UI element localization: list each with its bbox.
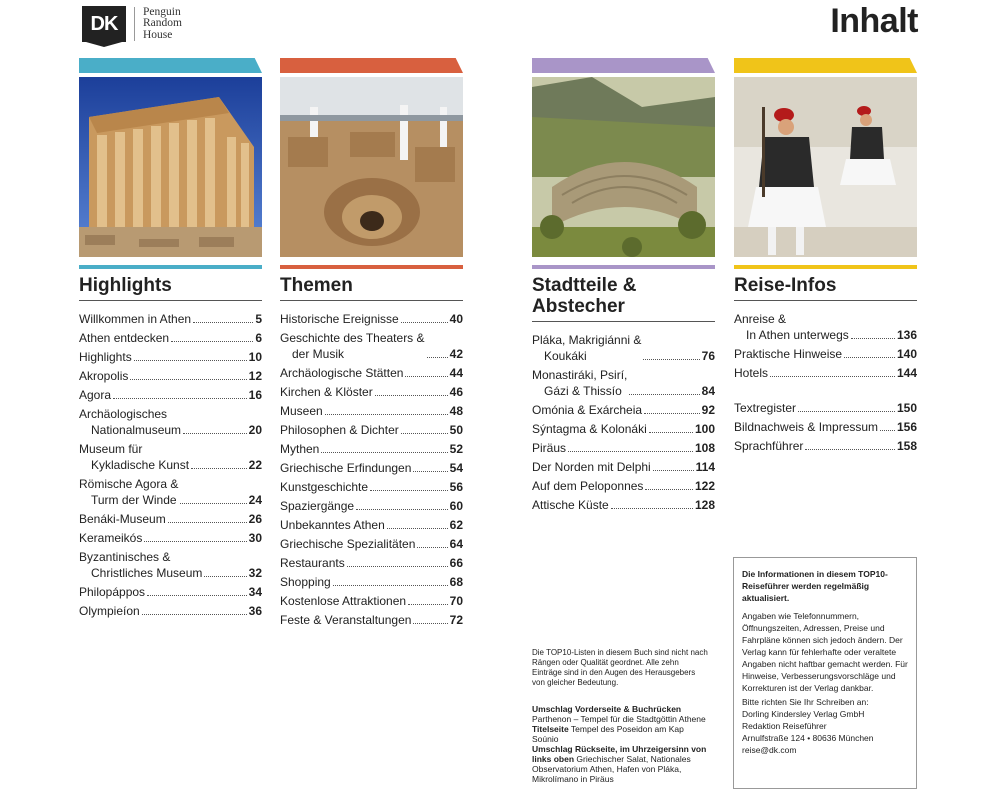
- section-rule: [532, 265, 715, 269]
- toc-entry[interactable]: [79, 387, 262, 403]
- dot-leader: [405, 376, 447, 377]
- dot-leader: [325, 414, 448, 415]
- toc-entry[interactable]: [79, 511, 262, 527]
- toc-entry[interactable]: [280, 517, 463, 533]
- toc-entry-title: Philopáppos: [79, 585, 146, 599]
- toc-entry-title: Griechische Spezialitäten: [280, 537, 416, 551]
- toc-entry[interactable]: [532, 478, 715, 494]
- section-highlights: [79, 58, 262, 622]
- toc-entry[interactable]: [532, 367, 715, 399]
- dot-leader: [171, 341, 253, 342]
- toc-entry[interactable]: [79, 368, 262, 384]
- section-stadtteile: [532, 58, 715, 516]
- toc-list: [79, 311, 262, 619]
- toc-entry-title: Spaziergänge: [280, 499, 355, 513]
- page-number: 10: [248, 350, 262, 364]
- dot-leader: [347, 566, 448, 567]
- page-number: 68: [449, 575, 463, 589]
- toc-entry[interactable]: [79, 441, 262, 473]
- toc-entry-title: Akropolis: [79, 369, 129, 383]
- toc-entry-title: Archäologische Stätten: [280, 366, 404, 380]
- toc-entry-title: Agora: [79, 388, 112, 402]
- toc-entry-title: Griechische Erfindungen: [280, 461, 412, 475]
- evzone-guard-photo: [734, 77, 917, 257]
- page-number: 44: [449, 366, 463, 380]
- dot-leader: [649, 432, 693, 433]
- page-number: 150: [896, 401, 917, 415]
- toc-entry[interactable]: [280, 498, 463, 514]
- toc-entry[interactable]: [280, 441, 463, 457]
- page-number: 84: [701, 384, 715, 398]
- toc-entry-title: Highlights: [79, 350, 132, 364]
- page-number: 72: [449, 613, 463, 627]
- dot-leader: [568, 451, 693, 452]
- toc-entry-title: Philosophen & Dichter: [280, 423, 399, 437]
- dot-leader: [142, 614, 247, 615]
- info-box-body: Angaben wie Telefonnummern, Öffnungszeiten, Adressen, Preise und Fahrpläne können sich jedoch ändern. Der Verlag kann für fehlerhafte oder veraltete Angaben nicht haftbar gemacht werden. Für Hinweise, Verbesserungsvorschläge und Korrekturen ist der Verlag dankbar. Bitte richten Sie Ihr Schreiben an: Dorling Kindersley Verlag GmbH Redaktion Reiseführer Arnulfstraße 124 • 80636 München reise@dk.com: [742, 611, 908, 755]
- toc-entry-title: Museum für Kykladische Kunst: [79, 442, 190, 472]
- toc-entry[interactable]: [734, 419, 917, 435]
- dot-leader: [844, 357, 895, 358]
- page-number: 30: [248, 531, 262, 545]
- toc-entry-title: Restaurants: [280, 556, 345, 570]
- toc-list: [734, 311, 917, 381]
- page-number: 50: [449, 423, 463, 437]
- toc-entry-title: Der Norden mit Delphi: [532, 460, 651, 474]
- dot-leader: [180, 503, 246, 504]
- page-number: 92: [701, 403, 715, 417]
- page-number: 158: [896, 439, 917, 453]
- toc-entry-title: Benáki-Museum: [79, 512, 166, 526]
- page-number: 156: [896, 420, 917, 434]
- toc-entry[interactable]: [280, 555, 463, 571]
- toc-entry[interactable]: [280, 536, 463, 552]
- section-color-tab: [280, 58, 463, 73]
- section-rule: [280, 265, 463, 269]
- toc-entry[interactable]: [532, 459, 715, 475]
- page-number: 60: [449, 499, 463, 513]
- page-number: 34: [248, 585, 262, 599]
- toc-entry[interactable]: [280, 403, 463, 419]
- toc-list: [532, 332, 715, 513]
- page-number: 70: [449, 594, 463, 608]
- info-box-heading: Die Informationen in diesem TOP10-Reiseführer werden regelmäßig aktualisiert.: [742, 569, 888, 603]
- page-number: 136: [896, 328, 917, 342]
- dot-leader: [183, 433, 247, 434]
- toc-entry[interactable]: [79, 603, 262, 619]
- dot-leader: [417, 547, 447, 548]
- toc-entry-title: Piräus: [532, 441, 567, 455]
- toc-entry-title: Olympieíon: [79, 604, 140, 618]
- page-number: 56: [449, 480, 463, 494]
- cover-credits: Umschlag Vorderseite & Buchrücken Parthenon – Tempel für die Stadtgöttin Athene Titelseite Tempel des Poseidon am Kap Soúnio Umschlag Rückseite, im Uhrzeigersinn von links oben Griechischer Salat, Nationales Observatorium Athen, Hafen von Pláka, Mikrolímano in Piräus: [532, 704, 707, 784]
- dot-leader: [644, 413, 700, 414]
- dot-leader: [333, 585, 448, 586]
- toc-entry-title: Byzantinisches & Christliches Museum: [79, 550, 203, 580]
- toc-entry[interactable]: [734, 438, 917, 454]
- dot-leader: [113, 398, 247, 399]
- section-rule: [734, 265, 917, 269]
- toc-entry[interactable]: [280, 593, 463, 609]
- dot-leader: [611, 508, 693, 509]
- toc-entry[interactable]: [79, 530, 262, 546]
- section-divider: [79, 300, 262, 301]
- section-title: Highlights: [79, 275, 172, 296]
- dot-leader: [375, 395, 448, 396]
- page-number: 76: [701, 349, 715, 363]
- toc-entry-title: Museen: [280, 404, 323, 418]
- toc-entry[interactable]: [532, 332, 715, 364]
- page-number: 54: [449, 461, 463, 475]
- section-divider: [532, 321, 715, 322]
- dot-leader: [798, 411, 895, 412]
- dot-leader: [321, 452, 447, 453]
- dot-leader: [191, 468, 247, 469]
- page-number: 114: [695, 460, 715, 474]
- page-number: 22: [248, 458, 262, 472]
- dot-leader: [134, 360, 247, 361]
- dot-leader: [413, 623, 447, 624]
- page-number: 40: [449, 312, 463, 326]
- toc-entry-title: Unbekanntes Athen: [280, 518, 385, 532]
- section-divider: [280, 300, 463, 301]
- section-color-tab: [532, 58, 715, 73]
- dot-leader: [770, 376, 895, 377]
- page-number: 20: [248, 423, 262, 437]
- toc-entry[interactable]: [280, 612, 463, 628]
- page-number: 26: [248, 512, 262, 526]
- toc-entry[interactable]: [532, 421, 715, 437]
- toc-list: [280, 311, 463, 628]
- toc-entry-title: Athen entdecken: [79, 331, 170, 345]
- section-color-tab: [79, 58, 262, 73]
- dot-leader: [805, 449, 895, 450]
- page-number: 62: [449, 518, 463, 532]
- section-title: Stadtteile & Abstecher: [532, 275, 637, 317]
- toc-entry[interactable]: [532, 402, 715, 418]
- page-number: 36: [248, 604, 262, 618]
- section-color-tab: [734, 58, 917, 73]
- toc-list-appendix: [734, 400, 917, 454]
- page-number: 144: [896, 366, 917, 380]
- dot-leader: [401, 322, 448, 323]
- dot-leader: [427, 357, 448, 358]
- section-divider: [734, 300, 917, 301]
- toc-entry-title: Kirchen & Klöster: [280, 385, 373, 399]
- toc-entry[interactable]: [532, 440, 715, 456]
- logo-divider: [134, 7, 135, 41]
- toc-entry-title: Willkommen in Athen: [79, 312, 192, 326]
- dot-leader: [643, 359, 699, 360]
- dot-leader: [387, 528, 448, 529]
- page-number: 128: [694, 498, 715, 512]
- dot-leader: [645, 489, 693, 490]
- page-title: Inhalt: [830, 2, 918, 40]
- toc-entry[interactable]: [280, 460, 463, 476]
- toc-entry-title: Historische Ereignisse: [280, 312, 399, 326]
- toc-entry[interactable]: [280, 479, 463, 495]
- page-number: 24: [248, 493, 262, 507]
- page-number: 16: [248, 388, 262, 402]
- page-number: 48: [449, 404, 463, 418]
- toc-entry-title: Praktische Hinweise: [734, 347, 843, 361]
- toc-entry-title: Auf dem Peloponnes: [532, 479, 644, 493]
- toc-entry-title: Archäologisches Nationalmuseum: [79, 407, 182, 437]
- page-number: 46: [449, 385, 463, 399]
- dot-leader: [413, 471, 447, 472]
- toc-entry-title: Hotels: [734, 366, 769, 380]
- toc-entry[interactable]: [79, 330, 262, 346]
- page-number: 5: [255, 312, 262, 326]
- page-number: 12: [248, 369, 262, 383]
- page-number: 100: [694, 422, 715, 436]
- update-info-box: [733, 557, 917, 789]
- toc-entry-title: Anreise & In Athen unterwegs: [734, 312, 849, 342]
- toc-entry[interactable]: [280, 574, 463, 590]
- toc-entry-title: Feste & Veranstaltungen: [280, 613, 412, 627]
- toc-entry-title: Textregister: [734, 401, 797, 415]
- dot-leader: [144, 541, 246, 542]
- toc-entry[interactable]: [280, 384, 463, 400]
- dot-leader: [356, 509, 448, 510]
- page-number: 122: [694, 479, 715, 493]
- toc-entry[interactable]: [79, 476, 262, 508]
- toc-entry-title: Bildnachweis & Impressum: [734, 420, 879, 434]
- toc-entry-title: Sýntagma & Kolonáki: [532, 422, 647, 436]
- museum-excavation-photo: [280, 77, 463, 257]
- toc-entry-title: Shopping: [280, 575, 331, 589]
- dot-leader: [204, 576, 246, 577]
- dot-leader: [408, 604, 448, 605]
- section-rule: [79, 265, 262, 269]
- toc-entry[interactable]: [280, 330, 463, 362]
- section-reise-infos: [734, 58, 917, 457]
- dot-leader: [370, 490, 448, 491]
- dot-leader: [193, 322, 253, 323]
- dot-leader: [851, 338, 895, 339]
- toc-entry-title: Monastiráki, Psirí, Gázi & Thissío: [532, 368, 628, 398]
- dot-leader: [880, 430, 895, 431]
- dot-leader: [168, 522, 247, 523]
- toc-entry[interactable]: [79, 584, 262, 600]
- page-number: 64: [449, 537, 463, 551]
- page-number: 52: [449, 442, 463, 456]
- dot-leader: [401, 433, 448, 434]
- toc-entry-title: Kostenlose Attraktionen: [280, 594, 407, 608]
- dot-leader: [629, 394, 699, 395]
- list-spacer: [734, 384, 917, 400]
- page-number: 108: [694, 441, 715, 455]
- dot-leader: [147, 595, 247, 596]
- toc-entry-title: Geschichte des Theaters & der Musik: [280, 331, 425, 361]
- toc-entry[interactable]: [79, 349, 262, 365]
- section-title: Reise-Infos: [734, 275, 837, 296]
- delphi-theatre-photo: [532, 77, 715, 257]
- toc-entry[interactable]: [280, 311, 463, 327]
- page-number: 32: [248, 566, 262, 580]
- toc-entry[interactable]: [280, 365, 463, 381]
- logo-wordmark: Penguin Random House: [143, 5, 182, 41]
- toc-entry-title: Sprachführer: [734, 439, 804, 453]
- toc-entry-title: Pláka, Makrigiánni & Koukáki: [532, 333, 642, 363]
- toc-entry[interactable]: [734, 365, 917, 381]
- dk-logo-mark: DK: [82, 6, 126, 42]
- toc-entry-title: Omónia & Exárcheia: [532, 403, 643, 417]
- page-number: 140: [896, 347, 917, 361]
- toc-entry-title: Kerameikós: [79, 531, 143, 545]
- toc-entry[interactable]: [79, 406, 262, 438]
- toc-entry[interactable]: [734, 311, 917, 343]
- page-number: 6: [255, 331, 262, 345]
- dot-leader: [130, 379, 246, 380]
- section-title: Themen: [280, 275, 353, 296]
- top10-note: Die TOP10-Listen in diesem Buch sind nicht nach Rängen oder Qualität geordnet. Alle zehn Einträge sind in den Augen des Herausgebers von gleicher Bedeutung.: [532, 648, 708, 687]
- section-themen: [280, 58, 463, 631]
- toc-entry-title: Römische Agora & Turm der Winde: [79, 477, 179, 507]
- toc-entry-title: Attische Küste: [532, 498, 609, 512]
- toc-entry[interactable]: [79, 311, 262, 327]
- toc-entry-title: Mythen: [280, 442, 320, 456]
- toc-entry[interactable]: [79, 549, 262, 581]
- toc-entry[interactable]: [734, 400, 917, 416]
- page-number: 66: [449, 556, 463, 570]
- toc-entry[interactable]: [532, 497, 715, 513]
- toc-entry[interactable]: [734, 346, 917, 362]
- parthenon-photo: [79, 77, 262, 257]
- toc-entry[interactable]: [280, 422, 463, 438]
- dot-leader: [653, 470, 694, 471]
- toc-entry-title: Kunstgeschichte: [280, 480, 369, 494]
- page-number: 42: [449, 347, 463, 361]
- publisher-logo: [82, 6, 182, 42]
